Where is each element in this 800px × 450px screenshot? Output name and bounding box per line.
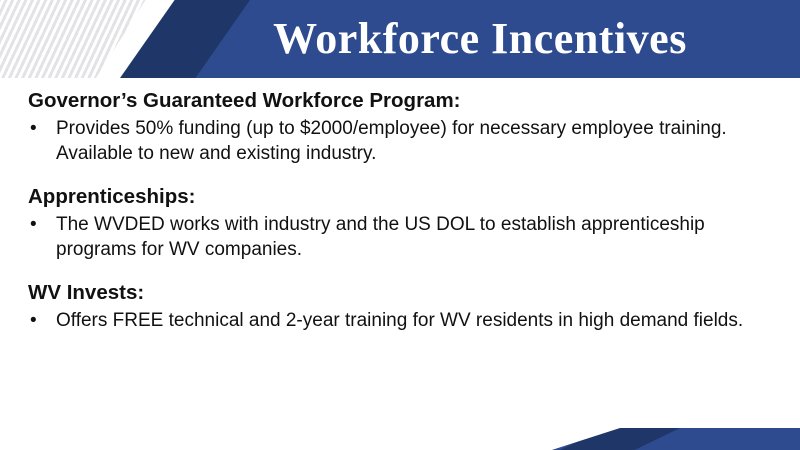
bullet-item [28,212,774,263]
block-heading: WV Invests: [28,281,145,305]
bullet-marker-icon: • [30,309,37,331]
content-block [28,88,774,166]
slide-body [28,88,774,333]
bullet-marker-icon: • [30,117,37,139]
block-heading: Governor’s Guaranteed Workforce Program: [28,89,461,112]
block-heading: Apprenticeships: [28,185,196,209]
bullet-text: Offers FREE technical and 2-year training for WV residents in high demand fields. [56,309,744,331]
content-block [28,280,774,333]
bullet-item [28,116,774,167]
content-block [28,184,774,262]
bullet-item [28,308,774,333]
slide-title: Workforce Incentives [273,14,687,63]
bullet-marker-icon: • [30,213,37,235]
footer-white-wedge-decoration [0,428,620,450]
bullet-text: The WVDED works with industry and the US DOL to establish apprenticeship programs for WV companies. [56,213,705,261]
slide-footer [0,428,800,450]
slide-header [0,0,800,78]
bullet-text: Provides 50% funding (up to $2000/employee) for necessary employee training. Available to new and existing industry. [56,117,727,164]
